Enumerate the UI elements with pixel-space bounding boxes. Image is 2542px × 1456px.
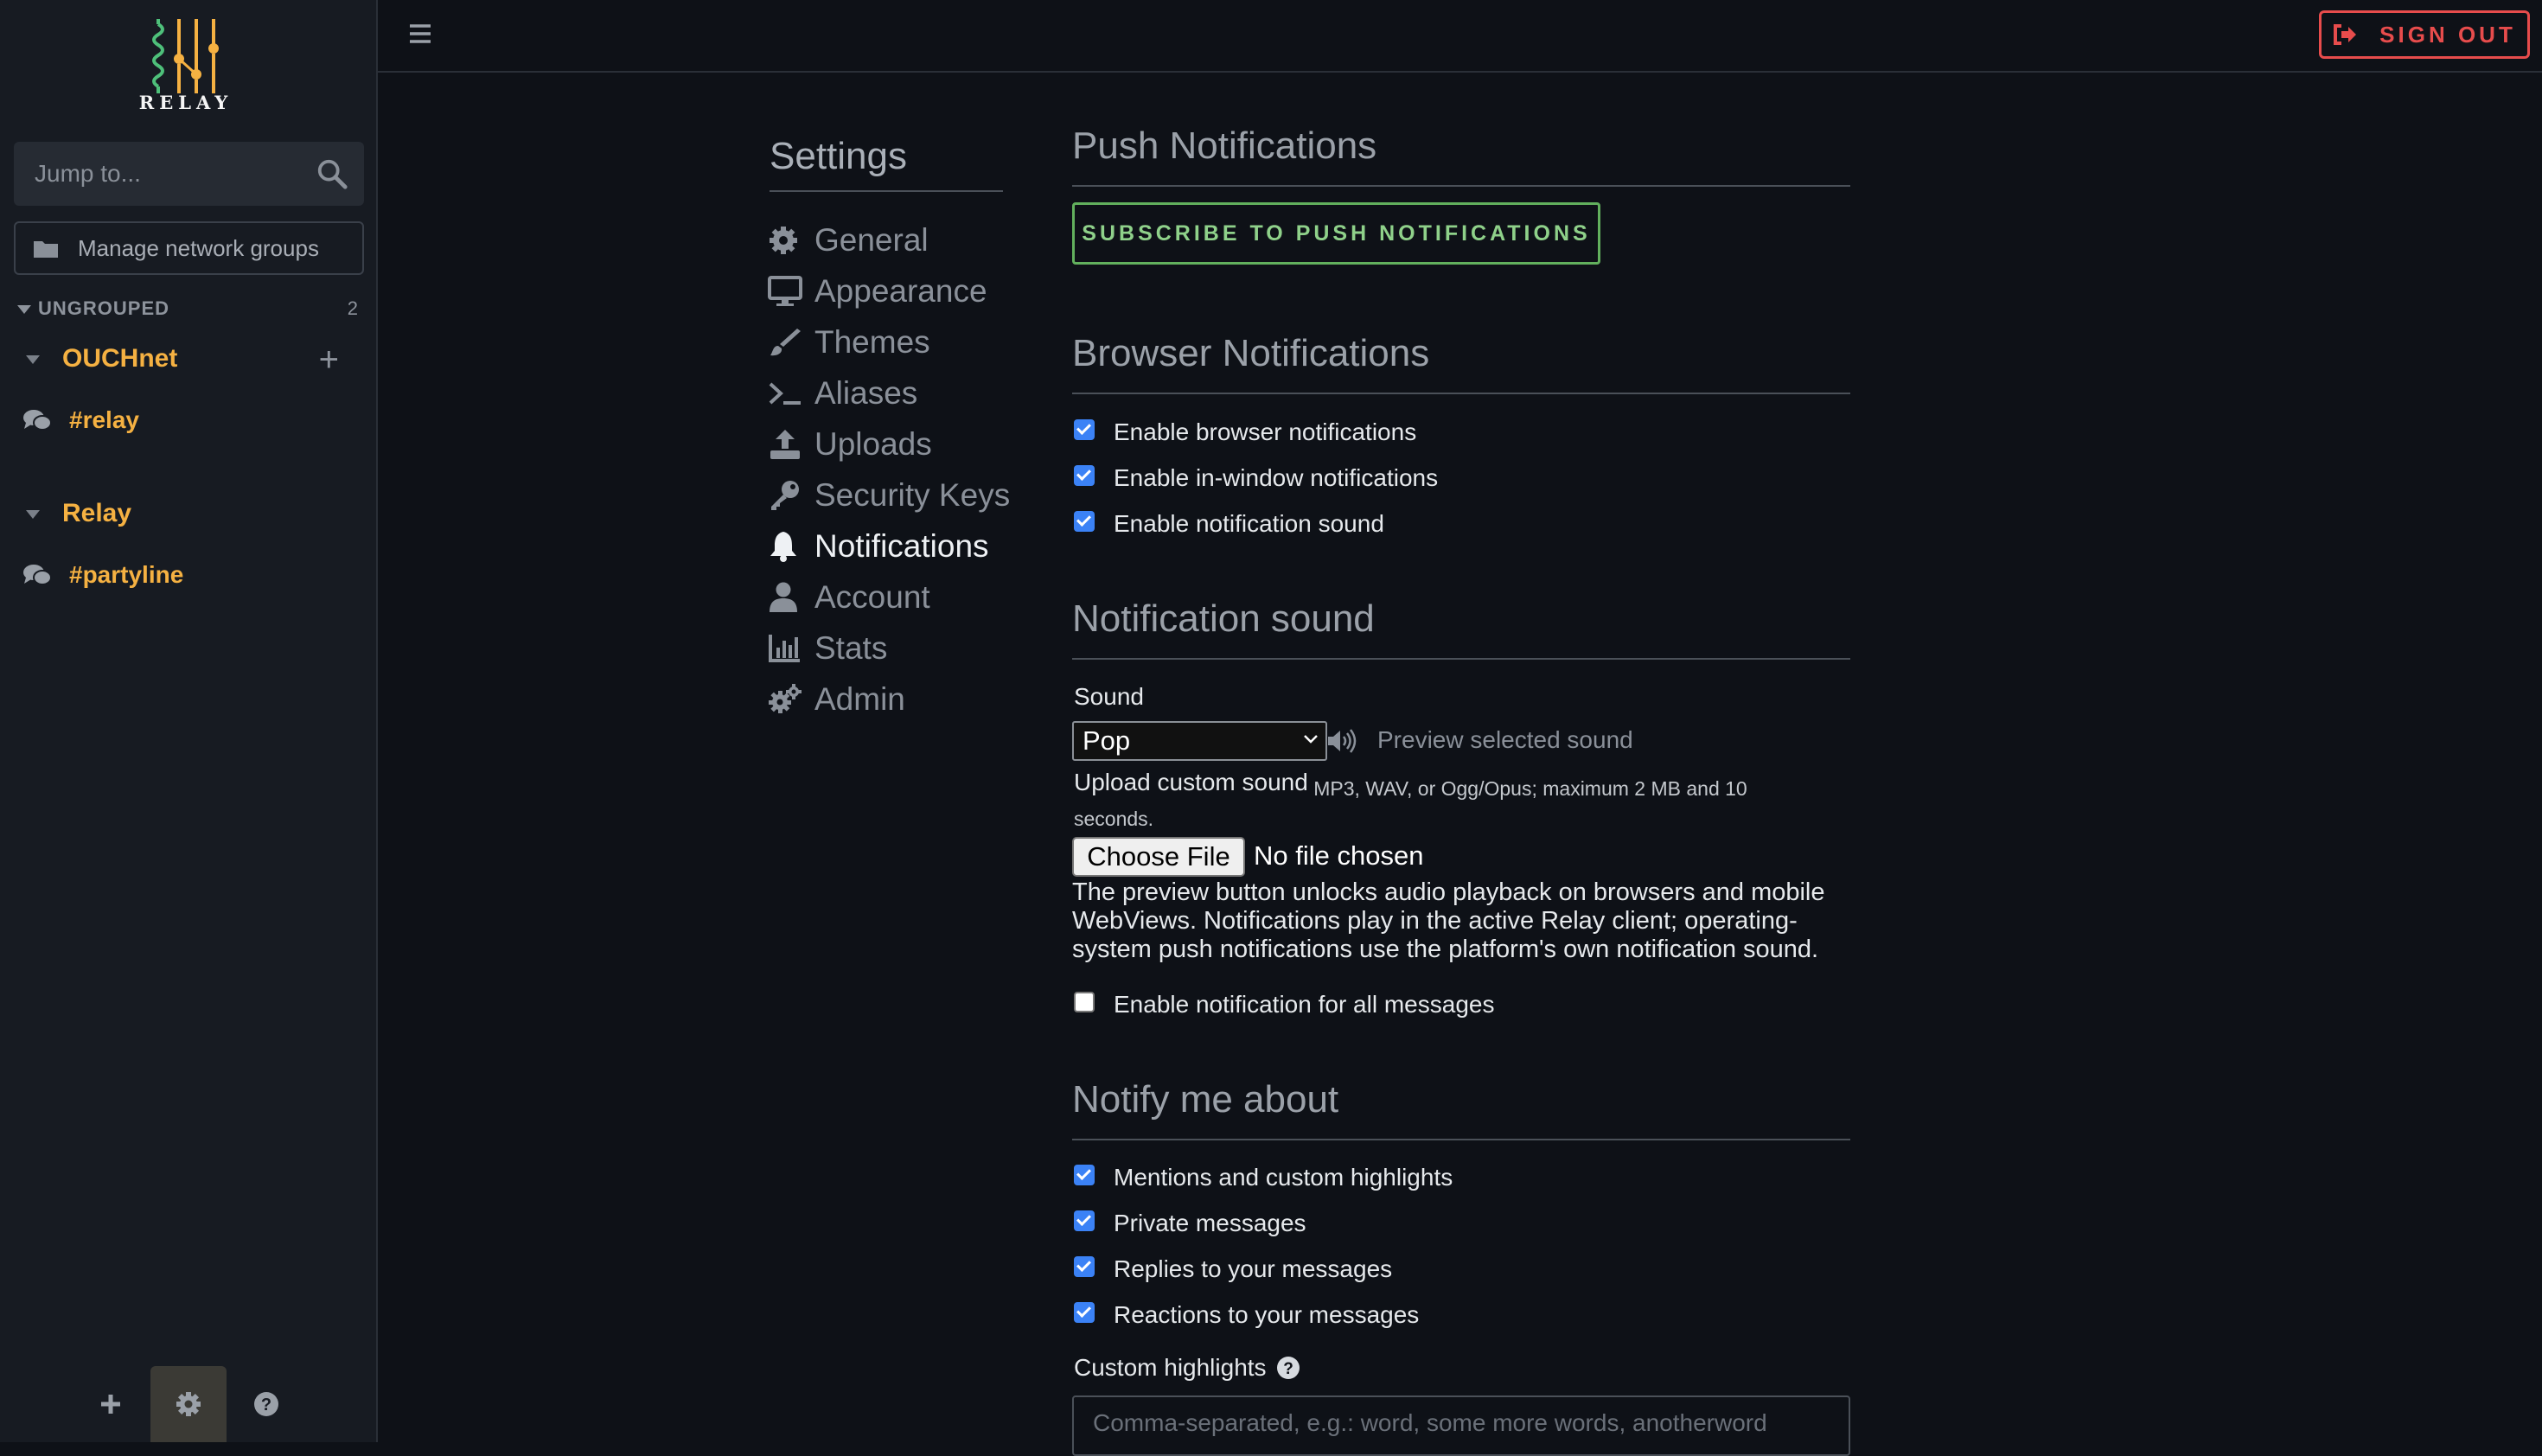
chart-icon <box>768 632 802 665</box>
checkbox[interactable] <box>1074 511 1095 532</box>
browser-notifications-option[interactable] <box>1074 415 1416 450</box>
gear-icon <box>176 1391 201 1417</box>
menu-label: Notifications <box>814 528 989 564</box>
menu-admin[interactable] <box>768 678 905 721</box>
checkbox[interactable] <box>1074 1256 1095 1277</box>
caret-down-icon[interactable] <box>26 510 40 519</box>
option-label: Enable notification for all messages <box>1114 991 1495 1018</box>
option-label: Private messages <box>1114 1210 1306 1236</box>
search-icon[interactable] <box>316 157 348 190</box>
network-relay[interactable] <box>26 499 363 533</box>
sound-help-text: The preview button unlocks audio playback on browsers and mobile WebViews. Notifications play in the active Relay client; operating-system push notifications use the platform's own notification sound. <box>1072 878 1825 963</box>
gear-icon <box>768 224 802 257</box>
help-icon <box>253 1391 279 1417</box>
custom-highlights-label <box>1074 1354 1301 1382</box>
chevron-down-icon <box>1303 733 1319 745</box>
option-label: Enable notification sound <box>1114 510 1384 537</box>
notification-sound-title: Notification sound <box>1072 597 1850 660</box>
channel-name: #partyline <box>69 561 184 588</box>
network-name: OUCHnet <box>62 344 178 373</box>
jump-placeholder: Jump to... <box>35 160 141 187</box>
key-icon <box>768 479 802 512</box>
sidebar <box>0 0 378 1442</box>
manage-network-groups-button[interactable] <box>14 221 364 275</box>
group-header-ungrouped[interactable] <box>17 297 359 323</box>
sound-selected: Pop <box>1083 725 1131 756</box>
hamburger-menu-icon[interactable] <box>409 22 431 45</box>
sign-out-label: SIGN OUT <box>2379 21 2516 48</box>
caret-down-icon[interactable] <box>26 355 40 364</box>
manage-groups-label: Manage network groups <box>78 234 319 261</box>
preview-sound-link[interactable]: Preview selected sound <box>1377 726 1633 753</box>
browser-notifications-title: Browser Notifications <box>1072 332 1850 394</box>
no-file-chosen: No file chosen <box>1254 840 1424 871</box>
speaker-icon[interactable] <box>1326 728 1357 754</box>
network-ouchnet[interactable] <box>26 341 363 379</box>
help-icon[interactable] <box>1275 1355 1301 1381</box>
settings-title: Settings <box>770 135 1003 192</box>
replies-option[interactable] <box>1074 1252 1392 1287</box>
menu-security-keys[interactable] <box>768 474 1010 517</box>
chat-bubbles-icon <box>22 563 52 587</box>
gears-icon <box>768 683 802 716</box>
help-button[interactable] <box>228 1366 304 1442</box>
private-messages-option[interactable] <box>1074 1206 1306 1241</box>
top-bar <box>378 0 2542 73</box>
menu-label: Aliases <box>814 375 918 411</box>
choose-file-button[interactable]: Choose File <box>1072 837 1245 877</box>
plus-icon <box>99 1393 122 1415</box>
custom-highlights-text: Custom highlights <box>1074 1354 1267 1381</box>
menu-label: Themes <box>814 324 930 360</box>
menu-themes[interactable] <box>768 321 930 364</box>
menu-appearance[interactable] <box>768 270 987 313</box>
upload-custom-sound-label: Upload custom sound <box>1074 769 1308 795</box>
checkbox[interactable] <box>1074 1210 1095 1231</box>
menu-label: Security Keys <box>814 477 1011 513</box>
menu-label: Appearance <box>814 273 987 309</box>
menu-aliases[interactable] <box>768 372 917 415</box>
menu-general[interactable] <box>768 219 929 262</box>
caret-down-icon <box>17 305 31 314</box>
all-messages-option[interactable] <box>1074 987 1494 1022</box>
checkbox[interactable] <box>1074 419 1095 440</box>
checkbox[interactable] <box>1074 465 1095 486</box>
sign-out-icon <box>2333 24 2357 45</box>
user-icon <box>768 581 802 614</box>
sound-label: Sound <box>1074 683 1144 710</box>
bell-icon <box>768 530 802 563</box>
mentions-option[interactable] <box>1074 1160 1453 1195</box>
add-channel-icon[interactable]: + <box>318 341 339 379</box>
option-label: Mentions and custom highlights <box>1114 1164 1453 1191</box>
upload-hint-text: MP3, WAV, or Ogg/Opus; maximum 2 MB and 10 seconds. <box>1074 777 1747 830</box>
menu-label: Stats <box>814 630 888 666</box>
push-notifications-title: Push Notifications <box>1072 125 1850 187</box>
menu-account[interactable] <box>768 576 930 619</box>
menu-label: Account <box>814 579 930 615</box>
checkbox[interactable] <box>1074 1165 1095 1185</box>
menu-label: Admin <box>814 681 905 717</box>
add-network-button[interactable] <box>73 1366 149 1442</box>
logo-text: RELAY <box>138 92 233 113</box>
terminal-icon <box>768 377 802 410</box>
notify-me-about-title: Notify me about <box>1072 1078 1850 1140</box>
brush-icon <box>768 326 802 359</box>
sidebar-footer <box>0 1364 376 1442</box>
option-label: Reactions to your messages <box>1114 1301 1420 1328</box>
checkbox[interactable] <box>1074 992 1095 1012</box>
network-name: Relay <box>62 499 132 527</box>
group-label: UNGROUPED <box>38 297 170 319</box>
option-label: Enable in-window notifications <box>1114 464 1439 491</box>
in-window-notifications-option[interactable] <box>1074 461 1438 495</box>
menu-stats[interactable] <box>768 627 887 670</box>
menu-uploads[interactable] <box>768 423 932 466</box>
channel-name: #relay <box>69 406 139 433</box>
option-label: Replies to your messages <box>1114 1255 1393 1282</box>
reactions-option[interactable] <box>1074 1298 1419 1332</box>
folder-icon <box>33 238 59 259</box>
checkbox[interactable] <box>1074 1302 1095 1323</box>
sign-out-button[interactable] <box>2319 10 2530 59</box>
notification-sound-option[interactable] <box>1074 507 1384 541</box>
custom-highlights-input[interactable]: Comma-separated, e.g.: word, some more words, anotherword <box>1072 1395 1850 1456</box>
svg-text:?: ? <box>260 1395 272 1414</box>
jump-to-input[interactable] <box>14 142 364 206</box>
settings-button[interactable] <box>150 1366 227 1442</box>
menu-label: General <box>814 222 929 258</box>
monitor-icon <box>768 275 802 308</box>
menu-label: Uploads <box>814 426 932 462</box>
channel-relay[interactable] <box>22 403 360 437</box>
group-count: 2 <box>347 297 359 319</box>
upload-icon <box>768 428 802 461</box>
menu-notifications[interactable] <box>768 525 989 568</box>
channel-partyline[interactable] <box>22 558 360 592</box>
sound-select[interactable] <box>1072 721 1327 761</box>
option-label: Enable browser notifications <box>1114 418 1417 445</box>
svg-text:?: ? <box>1282 1360 1293 1378</box>
chat-bubbles-icon <box>22 408 52 432</box>
subscribe-push-button[interactable]: SUBSCRIBE TO PUSH NOTIFICATIONS <box>1072 202 1600 265</box>
